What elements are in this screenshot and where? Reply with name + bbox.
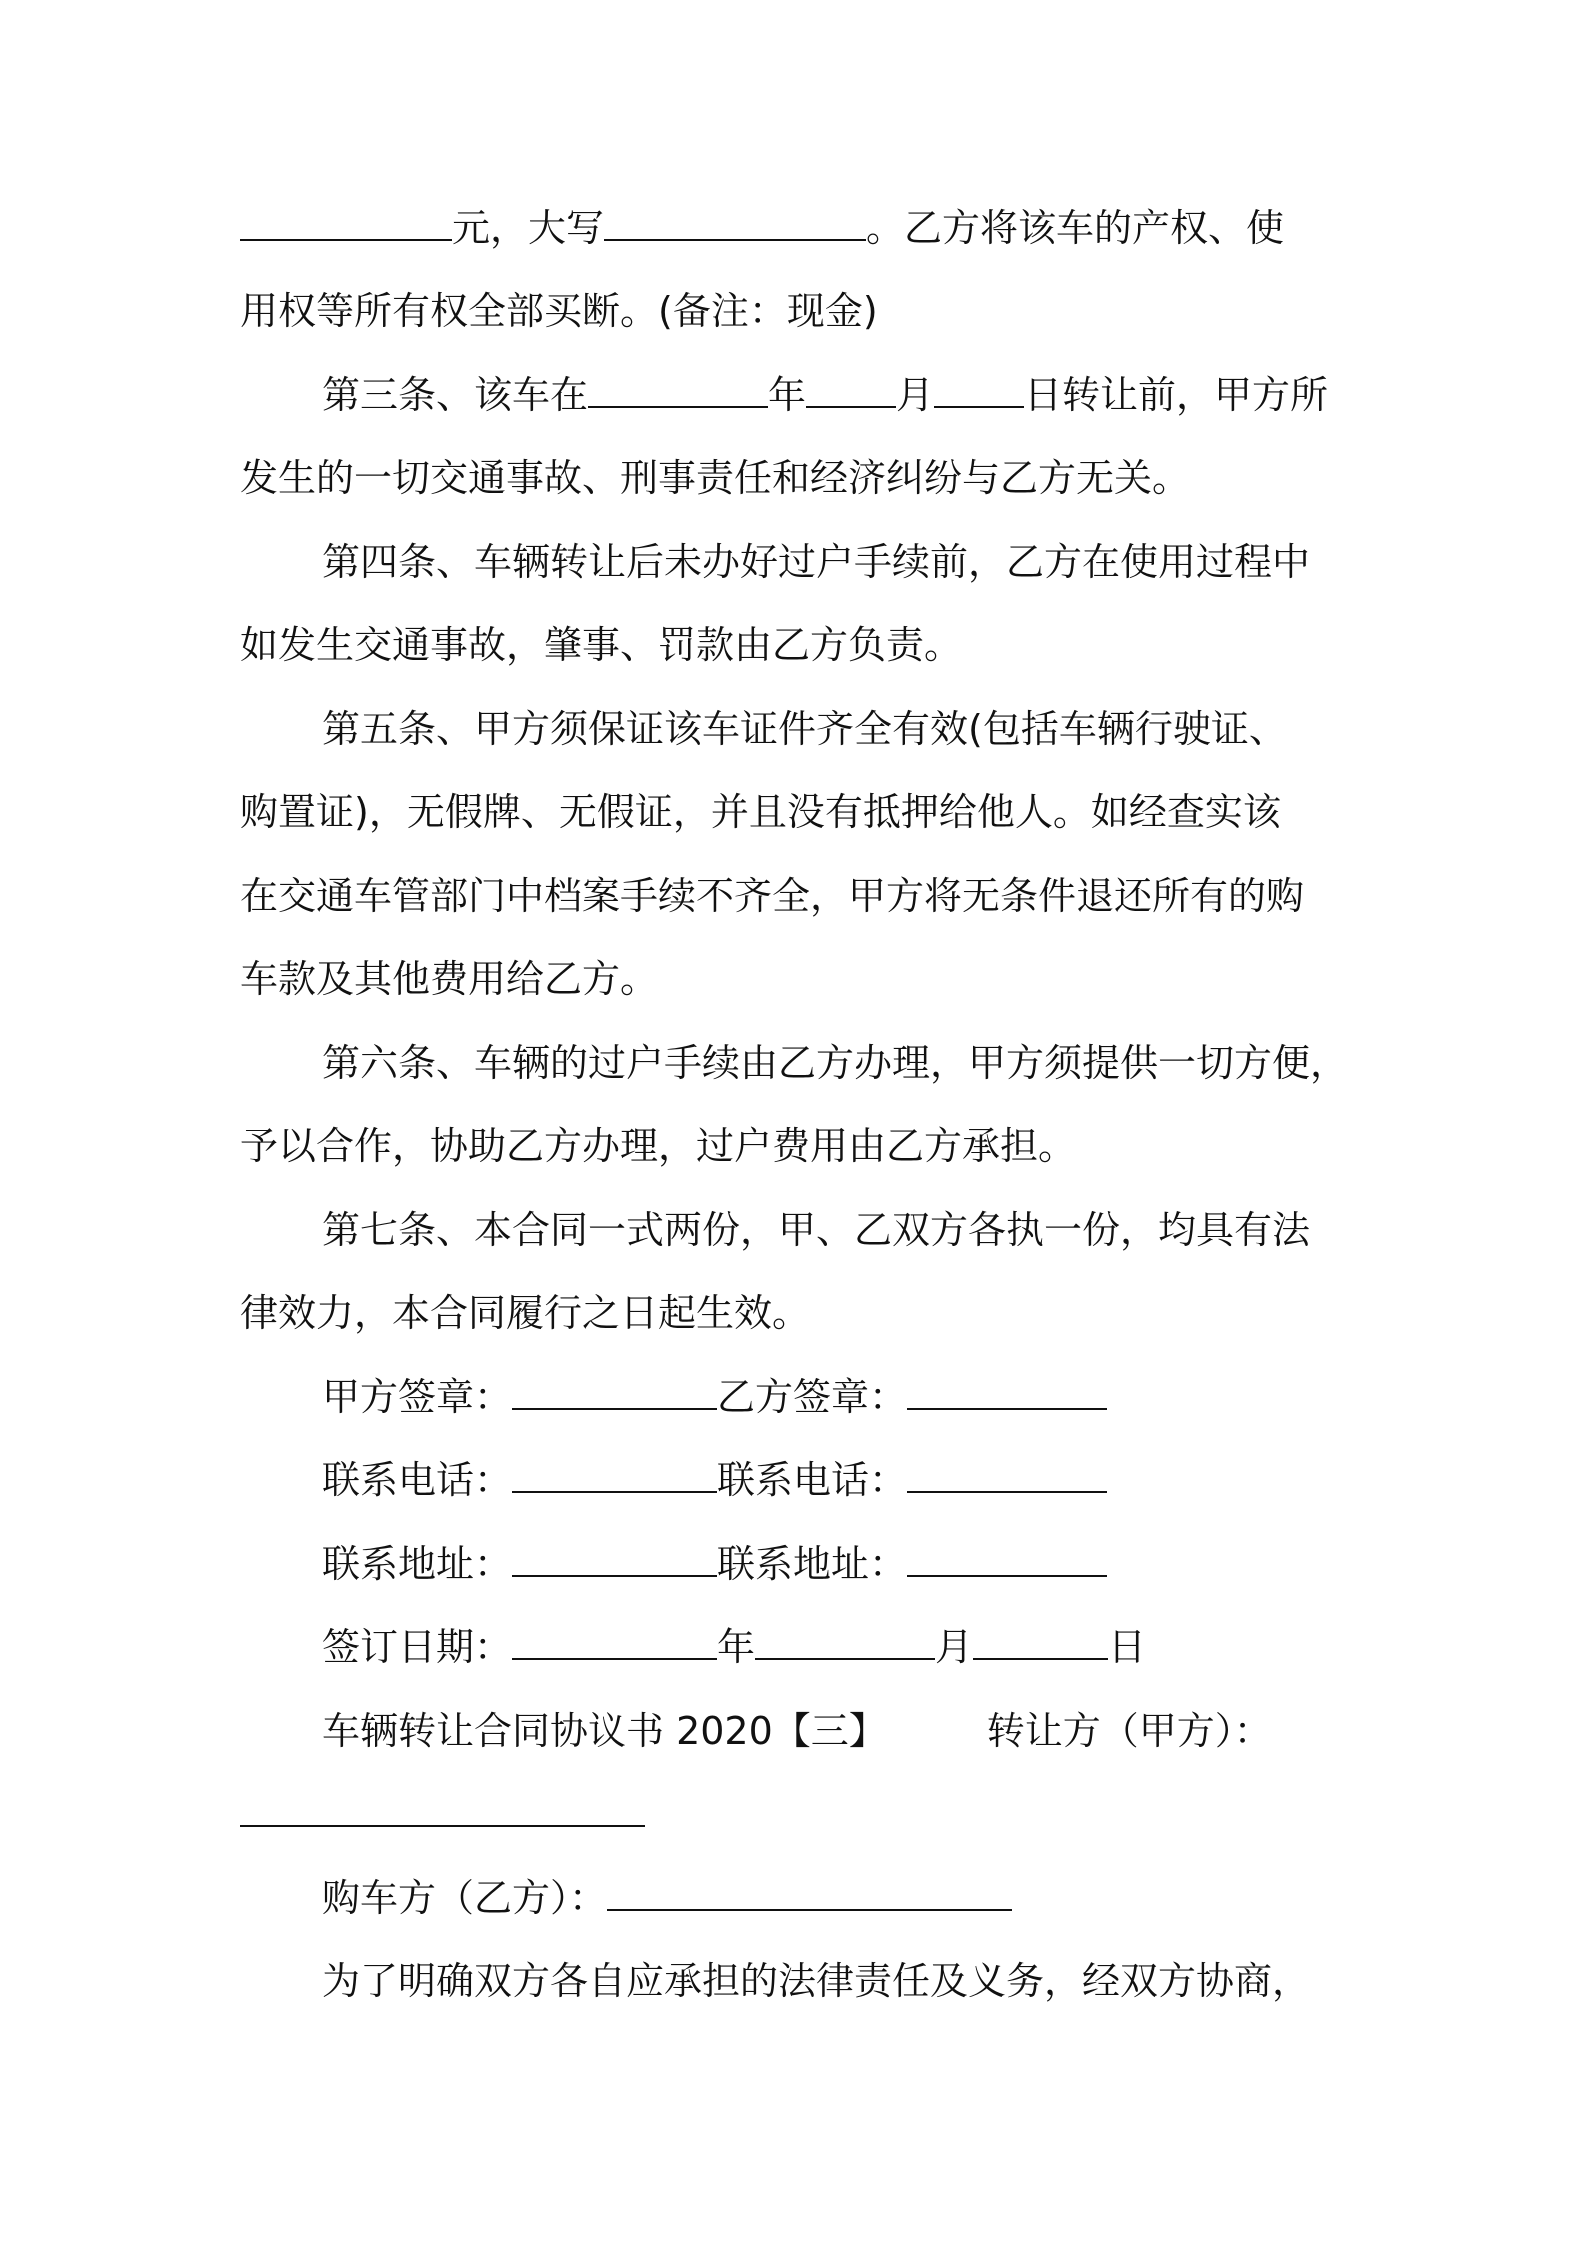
label-seller-signature: 甲方签章： [322, 1375, 513, 1419]
text-span: 日转让前，甲方所 [1024, 373, 1329, 417]
text-span: 月 [896, 373, 935, 417]
blank-field [607, 1875, 1012, 1911]
text-line: 车款及其他费用给乙方。 [240, 957, 659, 1001]
text-span: 年 [717, 1625, 756, 1669]
text-span: 。乙方将该车的产权、使 [866, 206, 1285, 250]
label-phone: 联系电话： [717, 1458, 908, 1502]
blank-field [604, 205, 866, 241]
text-line: 发生的一切交通事故、刑事责任和经济纠纷与乙方无关。 [240, 456, 1191, 500]
text-line: 予以合作，协助乙方办理，过户费用由乙方承担。 [240, 1124, 1077, 1168]
text-span: 第三条、该车在 [322, 373, 589, 417]
label-buyer-signature: 乙方签章： [717, 1375, 908, 1419]
text-line: 在交通车管部门中档案手续不齐全，甲方将无条件退还所有的购 [240, 874, 1305, 918]
text-span: 月 [935, 1625, 974, 1669]
blank-field [907, 1541, 1107, 1577]
blank-field [806, 372, 896, 408]
text-span: 元，大写 [452, 206, 605, 250]
contract-heading: 车辆转让合同协议书 2020【三】 [322, 1709, 887, 1753]
date-row [322, 1621, 1362, 1673]
text-line [240, 1788, 1360, 1840]
text-line: 购置证)，无假牌、无假证，并且没有抵押给他人。如经查实该 [240, 790, 1281, 834]
blank-field [512, 1374, 717, 1410]
text-span: 年 [768, 373, 807, 417]
text-line: 第六条、车辆的过户手续由乙方办理，甲方须提供一切方便， [322, 1041, 1349, 1085]
label-address: 联系地址： [322, 1542, 513, 1586]
blank-field [907, 1374, 1107, 1410]
label-sign-date: 签订日期： [322, 1625, 513, 1669]
heading-row [322, 1705, 1362, 1757]
text-line: 律效力，本合同履行之日起生效。 [240, 1291, 811, 1335]
blank-field [240, 1791, 645, 1827]
blank-field [240, 205, 452, 241]
label-buyer: 购车方（乙方）： [322, 1876, 608, 1920]
blank-field [907, 1457, 1107, 1493]
text-line: 第五条、甲方须保证该车证件齐全有效(包括车辆行驶证、 [322, 707, 1287, 751]
label-address: 联系地址： [717, 1542, 908, 1586]
label-transferor: 转让方（甲方）： [986, 1709, 1272, 1753]
address-row [322, 1538, 1362, 1590]
buyer-row [322, 1872, 1362, 1924]
blank-field [934, 372, 1024, 408]
text-line: 为了明确双方各自应承担的法律责任及义务，经双方协商， [322, 1959, 1311, 2003]
text-line [322, 369, 1362, 421]
text-line: 如发生交通事故，肇事、罚款由乙方负责。 [240, 623, 963, 667]
text-line: 第七条、本合同一式两份，甲、乙双方各执一份，均具有法 [322, 1208, 1311, 1252]
blank-field [588, 372, 768, 408]
text-span: 日 [1108, 1625, 1147, 1669]
blank-field [755, 1624, 935, 1660]
signature-row [322, 1371, 1362, 1423]
blank-field [512, 1457, 717, 1493]
text-line: 用权等所有权全部买断。(备注：现金) [240, 289, 878, 333]
blank-field [512, 1541, 717, 1577]
text-line [240, 202, 1360, 254]
text-line: 第四条、车辆转让后未办好过户手续前，乙方在使用过程中 [322, 540, 1311, 584]
blank-field [512, 1624, 717, 1660]
phone-row [322, 1454, 1362, 1506]
blank-field [973, 1624, 1108, 1660]
label-phone: 联系电话： [322, 1458, 513, 1502]
